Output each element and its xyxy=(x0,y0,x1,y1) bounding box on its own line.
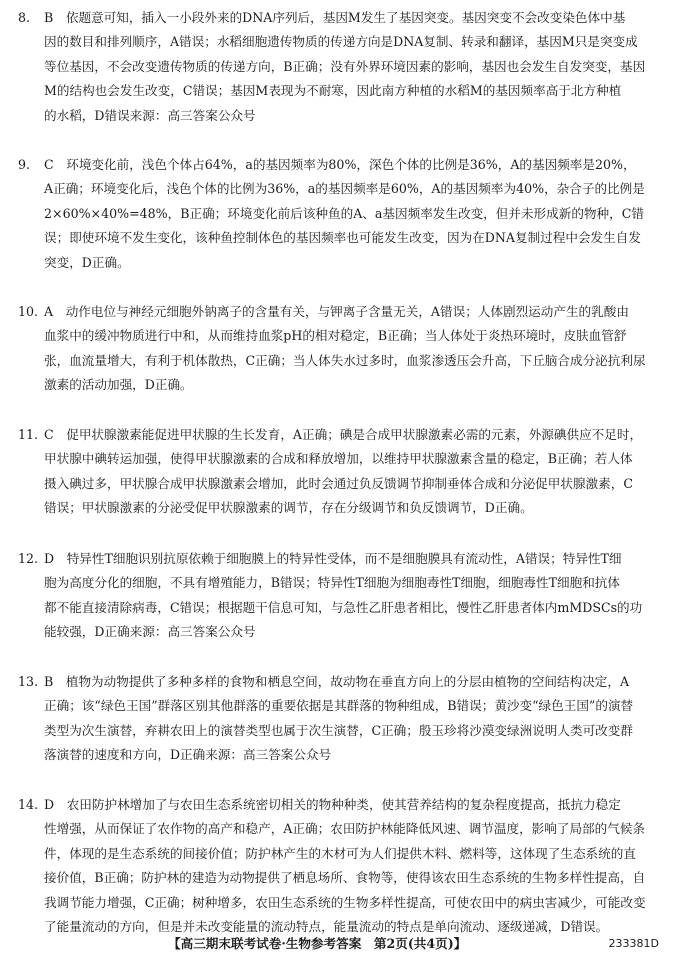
answer-line: 11. C 促甲状腺激素能促进甲状腺的生长发育，A正确；碘是合成甲状腺激素必需的元素，外源碘供应不足时， xyxy=(18,423,658,447)
answer-line: 误；即使环境不发生变化，该种鱼控制体色的基因频率也可能发生改变，因为在DNA复制过程中会发生自发 xyxy=(44,230,641,246)
answer-line: 胞为高度分化的细胞，不具有增殖能力，B错误；特异性T细胞为细胞毒性T细胞，细胞毒性T细胞和抗体 xyxy=(44,575,620,591)
question-number: 8. xyxy=(18,10,31,25)
answer-line: 2×60%×40%=48%，B正确；环境变化前后该种鱼的A、a基因频率发生改变，但并未形成新的物种，C错 xyxy=(44,205,644,221)
answer-item-8 xyxy=(18,6,658,128)
answer-line: A正确；环境变化后，浅色个体的比例为36%，a的基因频率是60%，A的基因频率为40%，杂合子的比例是 xyxy=(44,181,645,197)
answer-line: 的水稻，D错误来源：高三答案公众号 xyxy=(44,107,256,123)
question-number: 9. xyxy=(18,157,31,172)
answer-line: 9. C 环境变化前，浅色个体占64%，a的基因频率为80%，深色个体的比例是36%，A的基因频率是20%， xyxy=(18,153,658,177)
answer-line: 8. B 依题意可知，插入一小段外来的DNA序列后，基因M发生了基因突变。基因突变不会改变染色体中基 xyxy=(18,6,658,30)
answer-item-14 xyxy=(18,793,658,939)
answer-line: 等位基因，不会改变遗传物质的传递方向，B正确；没有外界环境因素的影响，基因也会发生自发突变，基因 xyxy=(44,58,646,74)
answer-item-12 xyxy=(18,547,658,645)
answer-line: 摄入碘过多，甲状腺合成甲状腺激素会增加，此时会通过负反馈调节抑制垂体合成和分泌促甲状腺激素，C xyxy=(44,475,633,491)
answer-line: 因的数目和排列顺序，A错误；水稻细胞遗传物质的传递方向是DNA复制、转录和翻译，基因M只是突变成 xyxy=(44,34,638,50)
answer-line: 错误；甲状腺激素的分泌受促甲状腺激素的调节，存在分级调节和负反馈调节，D正确。 xyxy=(44,500,533,516)
answer-line: 性增强，从而保证了农作物的高产和稳产，A正确；农田防护林能降低风速、调节温度，影响了局部的气候条 xyxy=(44,821,646,837)
answer-line: 都不能直接清除病毒，C错误；根据题干信息可知，与急性乙肝患者相比，慢性乙肝患者体内mMDSCs的功 xyxy=(44,599,643,615)
answer-line: 类型为次生演替，弃耕农田上的演替类型也属于次生演替，C正确；殷玉珍将沙漠变绿洲说明人类可改变群 xyxy=(44,722,633,738)
question-number: 10. xyxy=(18,304,39,319)
answer-line: 血浆中的缓冲物质进行中和，从而维持血浆pH的相对稳定，B正确；当人体处于炎热环境时，皮肤血管舒 xyxy=(44,328,627,344)
answer-line: 我调节能力增强，C正确；树种增多，农田生态系统的生物多样性提高，可使农田中的病虫害减少，可能改变 xyxy=(44,894,646,910)
answer-item-11 xyxy=(18,423,658,521)
answer-line: 14. D 农田防护林增加了与农田生态系统密切相关的物种种类，使其营养结构的复杂程度提高，抵抗力稳定 xyxy=(18,793,658,817)
answer-line: 落演替的速度和方向，D正确来源：高三答案公众号 xyxy=(44,747,332,763)
answer-line: 突变，D正确。 xyxy=(44,254,130,270)
page-footer xyxy=(0,934,677,954)
footer-title: 【高三期末联考试卷·生物参考答案 第2页(共4页)】 xyxy=(168,936,467,951)
question-number: 14. xyxy=(18,797,39,812)
answer-line: M的结构也会发生改变，C错误；基因M表现为不耐寒，因此南方种植的水稻M的基因频率高于北方种植 xyxy=(44,83,622,99)
question-number: 13. xyxy=(18,674,39,689)
answer-item-10 xyxy=(18,300,658,398)
answer-line: 张，血流量增大，有利于机体散热，C正确；当人体失水过多时，血浆渗透压会升高，下丘脑合成分泌抗利尿 xyxy=(44,352,646,368)
question-number: 12. xyxy=(18,551,39,566)
answer-line: 13. B 植物为动物提供了多种多样的食物和栖息空间，故动物在垂直方向上的分层由植物的空间结构决定，A xyxy=(18,670,658,694)
answer-line: 12. D 特异性T细胞识别抗原依赖于细胞膜上的特异性受体，而不是细胞膜具有流动性，A错误；特异性T细 xyxy=(18,547,658,571)
answer-line: 甲状腺中碘转运加强，使得甲状腺激素的合成和释放增加，以维持甲状腺激素含量的稳定，B正确；若人体 xyxy=(44,451,633,467)
answer-item-13 xyxy=(18,670,658,768)
answer-item-9 xyxy=(18,153,658,275)
answer-line: 件，体现的是生态系统的间接价值；防护林产生的木材可为人们提供木料、燃料等，这体现了生态系统的直 xyxy=(44,845,636,861)
answer-line: 正确；该“绿色王国”群落区别其他群落的重要依据是其群落的物种组成，B错误；黄沙变“绿色王国”的演替 xyxy=(44,698,634,714)
answer-line: 接价值，B正确；防护林的建造为动物提供了栖息场所、食物等，使得该农田生态系统的生物多样性提高，自 xyxy=(44,870,646,886)
answer-line: 了能量流动的方向，但是并未改变能量的流动特点，能量流动的特点是单向流动、逐级递减，D错误。 xyxy=(44,919,609,935)
answer-line: 激素的活动加强，D正确。 xyxy=(44,377,193,393)
footer-code: 233381D xyxy=(608,937,659,950)
answer-line: 能较强，D正确来源：高三答案公众号 xyxy=(44,624,256,640)
answer-line: 10. A 动作电位与神经元细胞外钠离子的含量有关，与钾离子含量无关，A错误；人体剧烈运动产生的乳酸由 xyxy=(18,300,658,324)
question-number: 11. xyxy=(18,427,39,442)
